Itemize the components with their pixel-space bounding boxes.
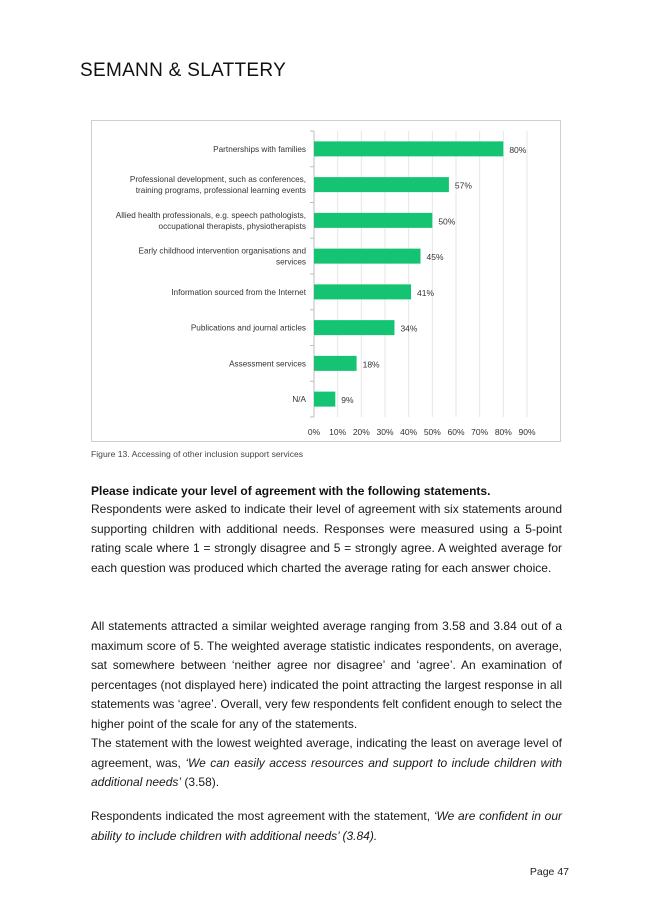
x-tick-label: 90% [518,427,536,437]
bar-value-label: 45% [426,252,444,263]
x-tick-label: 50% [423,427,441,437]
category-label: training programs, professional learning events [135,186,306,196]
figure-caption: Figure 13. Accessing of other inclusion support services [91,449,304,459]
category-label: Information sourced from the Internet [171,287,306,297]
bar [314,249,421,264]
bar-value-label: 50% [438,216,456,227]
paragraph-text [91,807,562,846]
category-label: Allied health professionals, e.g. speech pathologists, [115,210,306,220]
brand-logo-text: SEMANN & SLATTERY [80,60,287,81]
bar [314,356,357,371]
bar [314,284,411,299]
x-tick-label: 40% [400,427,418,437]
x-tick-label: 10% [329,427,347,437]
category-label: Publications and journal articles [190,323,306,333]
text-segment: Respondents indicated the most agreement with the statement, [91,809,434,823]
bar [314,177,449,192]
x-tick-label: 70% [471,427,489,437]
section-heading: Please indicate your level of agreement with the following statements. [91,484,491,498]
bar-value-label: 18% [362,359,380,370]
page-number: Page 47 [529,866,569,878]
category-label: Early childhood intervention organisations and [138,246,306,256]
quoted-statement: ‘We can easily access resources and support to include children with additional needs’ [91,755,563,789]
bar [314,213,432,228]
category-label: Partnerships with families [213,144,306,154]
x-tick-label: 80% [494,427,512,437]
text-segment: The statement with the lowest weighted average, indicating the least on average level of agreement, was, [91,736,562,770]
paragraph-text: Respondents were asked to indicate their level of agreement with six statements around supporting children with additional needs. Responses were measured using a 5-point rating scale where 1 = strongly disagree and 5 = strongly agree. A weighted average for each question was produced which charted the average rating for each answer choice. [91,502,562,575]
bar-chart [92,121,562,443]
paragraph-text: All statements attracted a similar weighted average ranging from 3.58 and 3.84 out of a maximum score of 5. The weighted average statistic indicates respondents, on average, sat somewhere between ‘neither agree nor disagree’ and ‘agree’. An examination of percentages (not displayed here) indicated the point attracting the largest response in all statements was ‘agree’. Overall, very few respondents felt confident enough to select the higher point of the scale for any of the statements. [91,619,562,731]
bar-value-label: 80% [509,144,527,155]
category-label: occupational therapists, physiotherapists [158,221,306,231]
paragraph-lowest-statement [91,734,562,793]
paragraph-weighted-average [91,617,562,793]
bar-value-label: 41% [417,287,435,298]
category-label: services [275,257,306,267]
quoted-statement: ‘We are confident in our ability to include children with additional needs’ (3.84). [91,809,563,843]
bar-value-label: 9% [341,395,354,406]
bar-value-label: 57% [454,180,472,191]
x-tick-label: 30% [376,427,394,437]
category-label: Professional development, such as conferences, [129,175,306,185]
bar [314,141,503,156]
category-label: N/A [292,395,306,405]
bar-value-label: 34% [400,323,418,334]
paragraph-most-agreement [91,807,562,846]
text-segment: (3.58). [181,775,220,789]
paragraph-intro [91,500,562,578]
category-label: Assessment services [229,359,306,369]
bar-chart-frame [91,120,561,442]
x-tick-label: 60% [447,427,465,437]
x-tick-label: 0% [307,427,321,437]
bar [314,392,335,407]
bar [314,320,394,335]
x-tick-label: 20% [352,427,370,437]
